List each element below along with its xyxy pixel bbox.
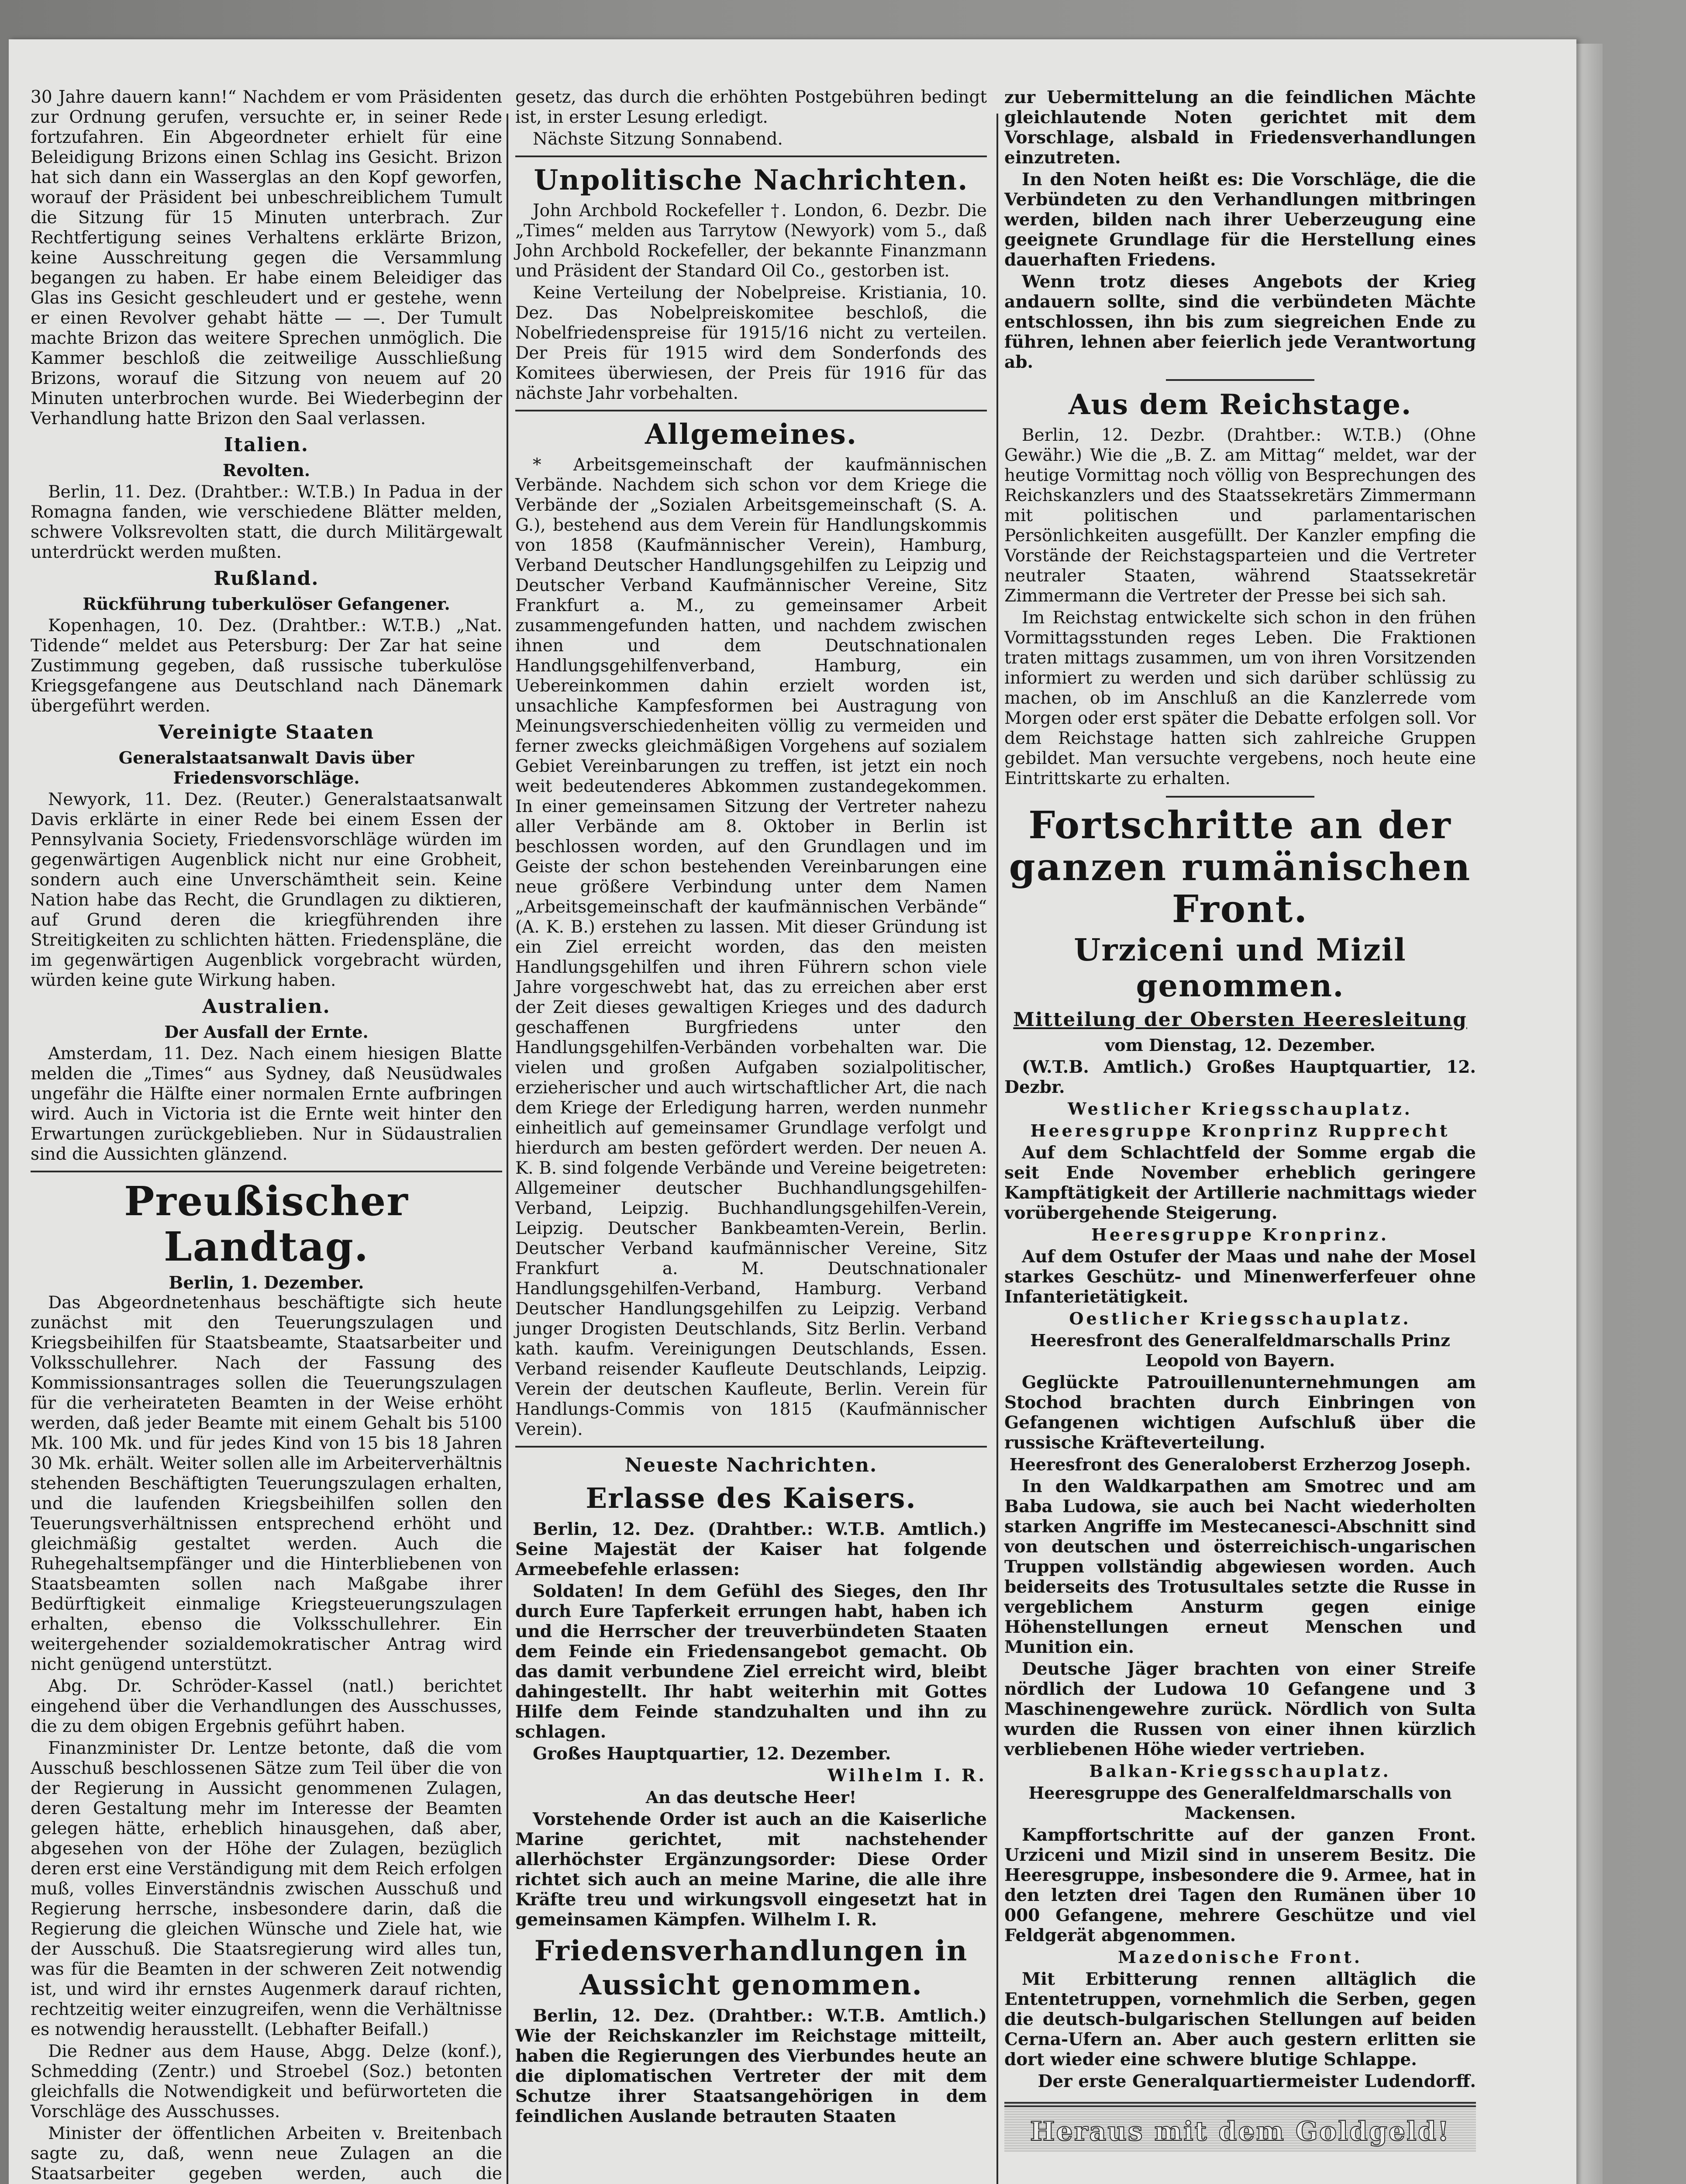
headline-aus-dem-reichstage: Aus dem Reichstage.	[1068, 388, 1412, 421]
article-text: Kopenhagen, 10. Dez. (Drahtber.: W.T.B.) „Nat. Tidende“ meldet aus Petersburg: Der Zar hat seine Zustimmung gegeben, daß russische tuberkulöse Kriegsgefangene aus Deutschland nach Dänemark übergeführt werden.	[31, 616, 502, 716]
subheading-kronprinz: Heeresgruppe Kronprinz.	[1091, 1225, 1389, 1244]
divider	[31, 1171, 502, 1172]
article-text: Deutsche Jäger brachten von einer Streife nördlich der Ludowa 10 Gefangene und 3 Maschinengewehre zurück. Nördlich von Sulta wurden die Russen von einer ihnen kürzlich verbliebenen Höhe wieder vertrieben.	[1004, 1659, 1476, 1759]
goldgeld-text: Heraus mit dem Goldgeld!	[1030, 2116, 1451, 2147]
subheading-erzherzog-joseph: Heeresfront des Generaloberst Erzherzog Joseph.	[1009, 1455, 1471, 1474]
subheading-kronprinz-rupprecht: Heeresgruppe Kronprinz Rupprecht	[1030, 1121, 1450, 1140]
subheading-mackensen: Heeresgruppe des Generalfeldmarschalls von Mackensen.	[1028, 1783, 1452, 1823]
article-text: Auf dem Ostufer der Maas und nahe der Mosel starkes Geschütz- und Minenwerferfeuer ohne Infanterietätigkeit.	[1004, 1247, 1476, 1307]
article-text: Finanzminister Dr. Lentze betonte, daß die vom Ausschuß beschlossenen Sätze zum Teil über die von der Regierung in Aussicht genommenen Zulagen, deren Gestaltung mehr im Interesse der Beamten gelegen hätte, erheblich hinausgehen, daß aber, abgesehen von der Höhe der Zulagen, bezüglich deren erst eine Verständigung mit dem Reich erfolgen muß, volles Einverständnis zwischen Ausschuß und Regierung herrsche, insbesondere darin, daß die Regierung die gleichen Wünsche und Ziele hat, wie der Ausschuß. Die Staatsregierung wird alles tun, was für die Beamten in der schweren Zeit notwendig ist, und wird ihr ernstes Augenmerk darauf richten, rechtzeitig weiter einzugreifen, wenn die Verhältnisse es notwendig herausstellt. (Lebhafter Beifall.)	[31, 1738, 502, 2039]
article-text: Soldaten! In dem Gefühl des Sieges, den Ihr durch Eure Tapferkeit errungen habt, haben ich und die Herrscher der treuverbündeten Staaten dem Feinde ein Friedensangebot gemacht. Ob das damit verbundene Ziel erreicht wird, bleibt dahingestellt. Ihr habt weiterhin mit Gottes Hilfe dem Feinde standzuhalten und ihn zu schlagen.	[515, 1581, 987, 1742]
headline-preussischer-landtag: Preußischer Landtag.	[124, 1178, 409, 1270]
subheading-davis: Generalstaatsanwalt Davis über Friedensvorschläge.	[118, 748, 414, 788]
divider	[1166, 379, 1314, 381]
subheading-prinz-leopold: Heeresfront des Generalfeldmarschalls Prinz Leopold von Bayern.	[1030, 1330, 1450, 1370]
article-text: zur Uebermittelung an die feindlichen Mächte gleichlautende Noten gerichtet mit dem Vorschlage, alsbald in Friedensverhandlungen einzutreten.	[1004, 87, 1476, 168]
article-text: Mit Erbitterung rennen alltäglich die Ententetruppen, vornehmlich die Serben, gegen die deutsch-bulgarischen Stellungen auf beiden Cerna-Ufern an. Aber auch gestern erlitten sie dort wieder eine schwere blutige Schlappe.	[1004, 1969, 1476, 2070]
headline-urziceni-mizil: Urziceni und Mizil genommen.	[1074, 932, 1407, 1004]
article-text: Das Abgeordnetenhaus beschäftigte sich heute zunächst mit den Teuerungszulagen und Kriegsbeihilfen für Staatsbeamte, Staatsarbeiter und Volksschullehrer. Nach der Fassung des Kommissionsantrages sollen die Teuerungszulagen für die verheirateten Beamten in der Weise erhöht werden, daß jeder Beamte mit einem Gehalt bis 5100 Mk. 100 Mk. und für jedes Kind von 15 bis 18 Jahren 30 Mk. erhält. Weiter sollen alle im Arbeiterverhältnis stehenden Beschäftigten Teuerungszulagen erhalten, und die laufenden Kriegsbeihilfen sollen den Teuerungsverhältnissen entsprechend erhöht und gleichmäßig gestaltet werden. Auch die Ruhegehaltsempfänger und die Hinterbliebenen von Staatsbeamten sollen nach Maßgabe ihrer Bedürftigkeit einmalige Kriegsteuerungszulagen erhalten, ebenso die Volksschullehrer. Ein weitergehender sozialdemokratischer Antrag wird nicht genügend unterstützt.	[31, 1293, 502, 1674]
subheading-an-das-heer: An das deutsche Heer!	[645, 1787, 857, 1807]
subheading-balkan: Balkan-Kriegsschauplatz.	[1089, 1761, 1391, 1781]
article-text: Vorstehende Order ist auch an die Kaiserliche Marine gerichtet, mit nachstehender allerhöchster Ergänzungsorder: Diese Order richtet sich auch an meine Marine, die alle ihre Kräfte treu und wirkungsvoll eingesetzt hat in gemeinsamen Kämpfen. Wilhelm I. R.	[515, 1809, 987, 1930]
article-text: Berlin, 11. Dez. (Drahtber.: W.T.B.) In Padua in der Romagna fanden, wie verschiedene Blätter melden, schwere Volksrevolten statt, die durch Militärgewalt unterdrückt werden mußten.	[31, 482, 502, 562]
subheading-ausfall: Der Ausfall der Ernte.	[164, 1022, 369, 1042]
column-divider-left	[507, 114, 508, 2184]
article-text: Amsterdam, 11. Dez. Nach einem hiesigen Blatte melden die „Times“ aus Sydney, daß Neusüdwales ungefähr die Hälfte einer normalen Ernte aufbringen wird. Auch in Victoria ist die Ernte weit hinter den Erwartungen zurückgeblieben. Nur in Südaustralien sind die Aussichten glänzend.	[31, 1044, 502, 1164]
article-text: Auf dem Schlachtfeld der Somme ergab die seit Ende November erheblich geringere Kampftätigkeit der Artillerie nachmittags wieder vorübergehende Steigerung.	[1004, 1143, 1476, 1223]
article-text: John Archbold Rockefeller †. London, 6. Dezbr. Die „Times“ melden aus Tarrytow (Newyork) vom 5., daß John Archbold Rockefeller, der bekannte Finanzmann und Präsident der Standard Oil Co., gestorben ist.	[515, 201, 987, 281]
article-text: Berlin, 12. Dez. (Drahtber.: W.T.B. Amtlich.) Wie der Reichskanzler im Reichstage mitteilt, haben die Regierungen des Vierbundes heute an die diplomatischen Vertreter der mit dem Schutze ihrer Staatsangehörigen in dem feindlichen Auslande betrauten Staaten	[515, 2006, 987, 2126]
subheading-oestlich: Oestlicher Kriegsschauplatz.	[1069, 1309, 1411, 1328]
subheading-mazedonisch: Mazedonische Front.	[1117, 1947, 1363, 1967]
subheading-rueckfuehrung: Rückführung tuberkulöser Gefangener.	[83, 594, 450, 614]
article-text: (W.T.B. Amtlich.) Großes Hauptquartier, 12. Dezbr.	[1004, 1057, 1476, 1097]
article-text: In den Waldkarpathen am Smotrec und am Baba Ludowa, sie auch bei Nacht wiederholten starken Angriffe im Mestecanesci-Abschnitt sind von deutschen und österreichisch-ungarischen Truppen vollständig abgewiesen worden. Auch beiderseits des Trotusultales setzte die Russe in vergeblichem Ansturm gegen einige Höhenstellungen erneut Menschen und Munition ein.	[1004, 1476, 1476, 1657]
page-edge	[1576, 44, 1603, 2184]
article-text: Berlin, 12. Dezbr. (Drahtber.: W.T.B.) (Ohne Gewähr.) Wie die „B. Z. am Mittag“ meldet, war der heutige Vormittag noch völlig von Besprechungen des Reichskanzlers und des Staatssekretärs Zimmermann mit politischen und parlamentarischen Persönlichkeiten ausgefüllt. Der Kanzler empfing die Vorstände der Reichstagsparteien und die Vertreter neutraler Staaten, während Staatssekretär Zimmermann die Vertreter der Presse bei sich sah.	[1004, 425, 1476, 606]
subheading-vom-dienstag: vom Dienstag, 12. Dezember.	[1105, 1035, 1376, 1055]
headline-fortschritte: Fortschritte an der ganzen rumänischen Front.	[1009, 803, 1472, 931]
article-text: Im Reichstag entwickelte sich schon in den frühen Vormittagsstunden reges Leben. Die Fraktionen traten mittags zusammen, um von ihren Vorsitzenden informiert zu werden und sich darüber schlüssig zu machen, ob im Anschluß an die Kanzlerrede vom Morgen oder erst später die Debatte erfolgen soll. Vor dem Reichstage hatten sich zahlreiche Gruppen gebildet. Man versuchte vergebens, noch heute eine Eintrittskarte zu erhalten.	[1004, 608, 1476, 788]
headline-unpolitische-nachrichten: Unpolitische Nachrichten.	[534, 164, 969, 197]
article-text: Nächste Sitzung Sonnabend.	[533, 129, 783, 149]
article-text: gesetz, das durch die erhöhten Postgebühren bedingt ist, in erster Lesung erledigt.	[515, 87, 987, 127]
divider	[515, 156, 987, 157]
divider	[515, 1446, 987, 1448]
article-text: Wenn trotz dieses Angebots der Krieg andauern sollte, sind die verbündeten Mächte entschlossen, ihn bis zum siegreichen Ende zu führen, lehnen aber feierlich jede Verantwortung ab.	[1004, 272, 1476, 372]
signature-ludendorff: Der erste Generalquartiermeister Ludendorff.	[1038, 2071, 1476, 2091]
headline-allgemeines: Allgemeines.	[645, 418, 858, 451]
section-heading-russland: Rußland.	[214, 567, 319, 590]
divider	[515, 410, 987, 411]
article-text: 30 Jahre dauern kann!“ Nachdem er vom Präsidenten zur Ordnung gerufen, versuchte er, in seiner Rede fortzufahren. Ein Abgeordneter erhielt für eine Beleidigung Brizons einen Schlag ins Gesicht. Brizon hat sich dann ein Wasserglas an den Kopf geworfen, worauf der Präsident bei unbeschreiblichem Tumult die Sitzung für 15 Minuten unterbrach. Zur Rechtfertigung seines Verhaltens erklärte Brizon, keine Ausschreitung gegen die Versammlung begangen zu haben. Er habe einem Beleidiger das Glas ins Gesicht geschleudert und er gestehe, wenn er einen Revolver gehabt hätte — —. Der Tumult machte Brizon das weitere Sprechen unmöglich. Die Kammer beschloß die zeitweilige Ausschließung Brizons, worauf die Sitzung von neuem auf 20 Minuten unterbrochen wurde. Bei Wiederbeginn der Verhandlung hatte Brizon den Saal verlassen.	[31, 87, 502, 429]
article-text: Geglückte Patrouillenunternehmungen am Stochod brachten durch Einbringen von Gefangenen wichtigen Aufschluß über die russische Kräfteverteilung.	[1004, 1372, 1476, 1453]
section-heading-australien: Australien.	[202, 995, 331, 1018]
section-heading-italien: Italien.	[224, 434, 309, 456]
article-text: Minister der öffentlichen Arbeiten v. Breitenbach sagte zu, daß, wenn neue Zulagen an die Staatsarbeiter gegeben werden, auch die	[31, 2124, 502, 2184]
column-3	[1004, 87, 1476, 2152]
subheading-revolten: Revolten.	[222, 460, 310, 480]
dateline: Berlin, 1. Dezember.	[169, 1273, 364, 1293]
divider	[1166, 796, 1314, 798]
column-1	[31, 87, 502, 2184]
section-heading-vereinigte-staaten: Vereinigte Staaten	[158, 721, 375, 743]
column-divider-right	[996, 114, 998, 2184]
headline-neueste-nachrichten: Neueste Nachrichten.	[624, 1454, 878, 1476]
headline-mitteilung: Mitteilung der Obersten Heeresleitung	[1013, 1009, 1467, 1031]
article-text: Die Redner aus dem Hause, Abgg. Delze (konf.), Schmedding (Zentr.) und Stroebel (Soz.) betonten gleichfalls die Notwendigkeit und befürworteten die Vorschläge des Ausschusses.	[31, 2042, 502, 2122]
headline-friedensverhandlungen: Friedensverhandlungen in Aussicht genommen.	[534, 1935, 968, 2001]
column-2	[515, 87, 987, 2128]
article-text: In den Noten heißt es: Die Vorschläge, die die Verbündeten zu den Verhandlungen mitbringen werden, bilden nach ihrer Ueberzeugung eine geeignete Grundlage für die Herstellung eines dauerhaften Friedens.	[1004, 169, 1476, 270]
article-text: Großes Hauptquartier, 12. Dezember.	[533, 1744, 891, 1764]
article-text: Keine Verteilung der Nobelpreise. Kristiania, 10. Dez. Das Nobelpreiskomitee beschloß, die Nobelfriedenspreise für 1915/16 nicht zu verteilen. Der Preis für 1915 wird dem Sonderfonds des Komitees überwiesen, der Preis für 1916 für das nächste Jahr vorbehalten.	[515, 283, 987, 403]
article-text: * Arbeitsgemeinschaft der kaufmännischen Verbände. Nachdem sich schon vor dem Kriege die Verbände der „Sozialen Arbeitsgemeinschaft (S. A. G.), bestehend aus dem Verein für Handlungskommis von 1858 (Kaufmännischer Verein), Hamburg, Verband Deutscher Handlungsgehilfen zu Leipzig und Deutscher Verband Kaufmännischer Vereine, Sitz Frankfurt a. M., zu gemeinsamer Arbeit zusammengefunden hatten, und nachdem zwischen ihnen und dem Deutschnationalen Handlungsgehilfenverband, Hamburg, ein Uebereinkommen dahin erzielt worden ist, unsachliche Kampfesformen bei Austragung von Meinungsverschiedenheiten völlig zu vermeiden und ferner zwecks gleichmäßigen Vorgehens auf sozialem Gebiet Vereinbarungen zu treffen, ist jetzt ein noch weit bedeutenderes Abkommen zustandegekommen. In einer gemeinsamen Sitzung der Vertreter nahezu aller Verbände am 8. Oktober in Berlin ist beschlossen worden, auf den Grundlagen und im Geiste der schon bestehenden Vereinbarungen eine neue größere Verbindung unter dem Namen „Arbeitsgemeinschaft der kaufmännischen Verbände“ (A. K. B.) erstehen zu lassen. Mit dieser Gründung ist ein Ziel erreicht worden, das den meisten Handlungsgehilfen und ihren Führern schon viele Jahre vorgeschwebt hat, das zu erreichen aber erst der Zeit dieses gewaltigen Krieges und des dadurch geschaffenen Burgfriedens unter den Handlungsgehilfen-Verbänden vorbehalten war. Die vielen und großen Aufgaben sozialpolitischer, erzieherischer und auch wirtschaftlicher Art, die nach dem Kriege der Erledigung harren, werden nunmehr einheitlich auf gemeinsamer Grundlage verfolgt und hierdurch am besten gefördert werden. Der neuen A. K. B. sind folgende Verbände und Vereine beigetreten: Allgemeiner deutscher Buchhandlungsgehilfen-Verband, Leipzig. Buchhandlungsgehilfen-Verein, Leipzig. Deutscher Bankbeamten-Verein, Berlin. Deutscher Verband kaufmännischer Vereine, Sitz Frankfurt a. M. Deutschnationaler Handlungsgehilfen-Verband, Hamburg. Verband Deutscher Handlungsgehilfen zu Leipzig. Verband junger Drogisten Deutschlands, Sitz Berlin. Verband kath. kaufm. Vereinigungen Deutschlands, Essen. Verband reisender Kaufleute Deutschlands, Leipzig. Verein der deutschen Kaufleute, Berlin. Verein für Handlungs-Commis von 1815 (Kaufmännischer Verein).	[515, 455, 987, 1439]
goldgeld-banner	[1004, 2102, 1476, 2152]
subheading-westlich: Westlicher Kriegsschauplatz.	[1068, 1099, 1413, 1119]
article-text: Newyork, 11. Dez. (Reuter.) Generalstaatsanwalt Davis erklärte in einer Rede bei einem Essen der Pennsylvania Society, Friedensvorschläge würden im gegenwärtigen Augenblick nicht nur eine Grobheit, sondern auch eine Unverschämtheit sein. Keine Nation habe das Recht, die Grundlagen zu diktieren, auf Grund deren die kriegführenden ihre Streitigkeiten zu schlichten hätten. Friedenspläne, die im gegenwärtigen Augenblick vorgebracht würden, würden keine gute Wirkung haben.	[31, 790, 502, 990]
article-text: Berlin, 12. Dez. (Drahtber.: W.T.B. Amtlich.) Seine Majestät der Kaiser hat folgende Armeebefehle erlassen:	[515, 1519, 987, 1579]
article-text: Kampffortschritte auf der ganzen Front. Urziceni und Mizil sind in unserem Besitz. Die Heeresgruppe, insbesondere die 9. Armee, hat in den letzten drei Tagen den Rumänen über 10 000 Gefangene, mehrere Geschütze und viel Feldgerät abgenommen.	[1004, 1825, 1476, 1946]
article-text: Abg. Dr. Schröder-Kassel (natl.) berichtet eingehend über die Verhandlungen des Ausschusses, die zu dem obigen Ergebnis geführt haben.	[31, 1676, 502, 1736]
headline-erlasse-des-kaisers: Erlasse des Kaisers.	[586, 1482, 917, 1515]
signature-wilhelm: Wilhelm I. R.	[827, 1766, 987, 1786]
